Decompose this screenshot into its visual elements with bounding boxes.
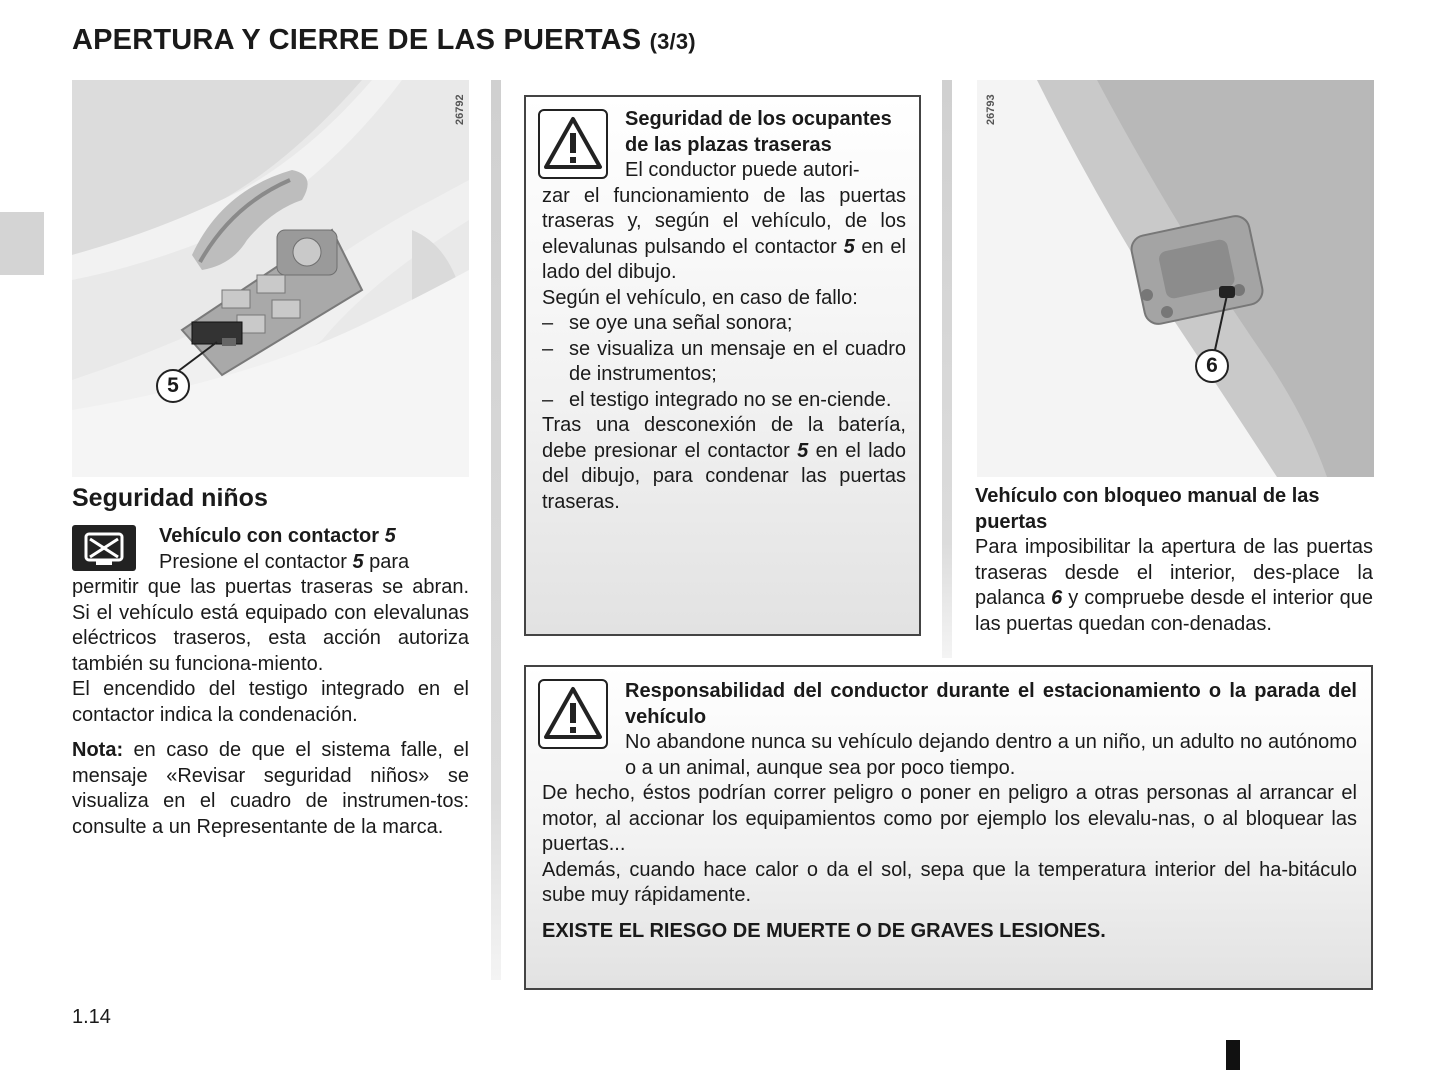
warning-p3: Tras una desconexión de la batería, debe presionar el contactor 5 en el lado del dibujo, para condenar las puertas traseras.: [542, 414, 906, 513]
section-heading-child-safety: Seguridad niños: [72, 484, 268, 512]
manual-lock-heading: Vehículo con bloqueo manual de las puertas: [975, 485, 1320, 533]
warning-p2: De hecho, éstos podrían correr peligro o poner en peligro a otras personas al arrancar el motor, al accionar los equipamientos como por ejemplo los elevalu-nas, o al bloquear las puertas...: [542, 782, 1357, 855]
child-safety-text: [72, 524, 469, 840]
warning-box-driver-responsibility: [524, 665, 1373, 990]
warning-text-rear-occupants: [542, 107, 906, 515]
warning-emphasis: EXISTE EL RIESGO DE MUERTE O DE GRAVES LESIONES.: [542, 919, 1106, 942]
warning-title: Responsabilidad del conductor durante el estacionamiento o la parada del vehículo: [625, 680, 1357, 728]
callout-6: 6: [1195, 349, 1229, 383]
column-separator-left: [491, 80, 501, 980]
door-latch-photo: [977, 80, 1374, 477]
manual-lock-text: [975, 484, 1373, 637]
warning-p1: No abandone nunca su vehículo dejando dentro a un niño, un adulto no autónomo o a un animal, aunque sea por poco tiempo.: [625, 731, 1357, 779]
list-item: – se visualiza un mensaje en el cuadro de instrumentos;: [542, 337, 906, 385]
title-text: APERTURA Y CIERRE DE LAS PUERTAS: [72, 24, 642, 56]
warning-p3: Además, cuando hace calor o da el sol, sepa que la temperatura interior del ha-bitáculo sube muy rápidamente.: [542, 858, 1357, 906]
figure-number: 26793: [985, 94, 997, 125]
child-safety-p2: El encendido del testigo integrado en el contactor indica la condenación.: [72, 678, 469, 726]
child-safety-note: Nota: en caso de que el sistema falle, el mensaje «Revisar seguridad niños» se visualiza en el cuadro de instrumen-tos: consulte a un Representante de la marca.: [72, 739, 469, 838]
manual-lock-paragraph: Para imposibilitar la apertura de las puertas traseras desde el interior, des-place la palanca 6 y compruebe desde el interior que las puertas quedan con-denadas.: [975, 536, 1373, 635]
door-switch-illustration: [72, 80, 469, 477]
page-title: [72, 24, 696, 57]
page-number: 1.14: [72, 1006, 111, 1028]
callout-5: 5: [156, 369, 190, 403]
child-safety-subheading: Vehículo con contactor 5: [159, 525, 396, 547]
warning-p1: zar el funcionamiento de las puertas traseras y, según el vehículo, de los elevalunas pulsando el contactor 5 en el lado del dibujo.: [542, 184, 906, 283]
warning-text-driver: [542, 679, 1357, 944]
door-switch-photo: [72, 80, 469, 477]
warning-p1-first: El conductor puede autori-: [625, 159, 860, 181]
list-item: – se oye una señal sonora;: [542, 312, 793, 334]
title-part-indicator: (3/3): [649, 29, 696, 54]
column-separator-right: [942, 80, 952, 658]
warning-title: Seguridad de los ocupantes de las plazas traseras: [625, 108, 892, 156]
section-tab-marker: [0, 212, 44, 275]
warning-box-rear-occupants: [524, 95, 921, 636]
figure-number: 26792: [454, 94, 466, 125]
page-edge-marker: [1226, 1040, 1240, 1070]
child-safety-p1-first: Presione el contactor 5 para: [159, 550, 410, 573]
door-latch-illustration: [977, 80, 1374, 477]
child-safety-p1-rest: permitir que las puertas traseras se abran. Si el vehículo está equipado con elevalunas eléctricos traseros, esta acción autoriza también su funciona-miento.: [72, 576, 469, 675]
list-item: – el testigo integrado no se en-ciende.: [542, 388, 892, 411]
warning-p2: Según el vehículo, en caso de fallo:: [542, 286, 858, 309]
